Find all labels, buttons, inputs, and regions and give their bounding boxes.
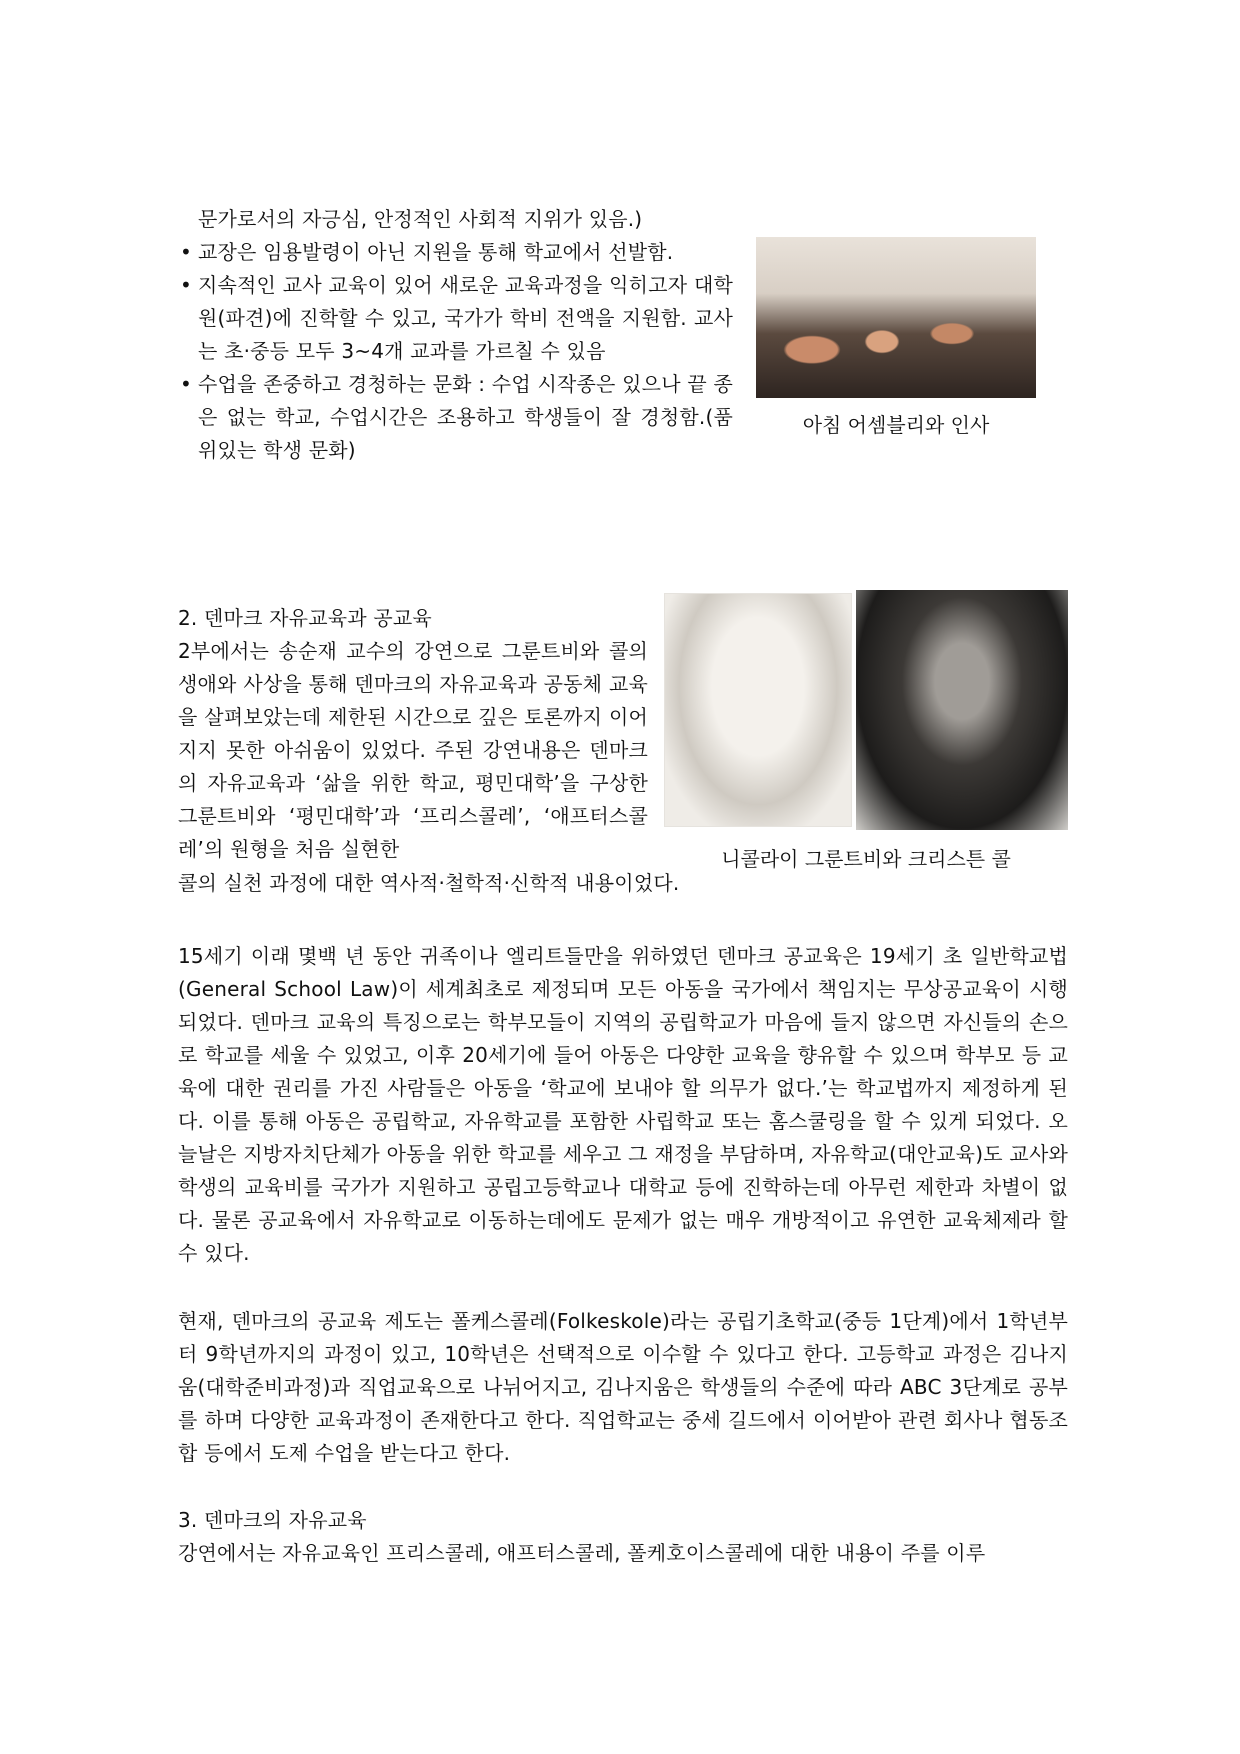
section3-paragraph: 강연에서는 자유교육인 프리스콜레, 애프터스콜레, 폴케호이스콜레에 대한 내용이 주를 이루 [178, 1541, 986, 1565]
section2-intro [178, 602, 648, 866]
assembly-photo [756, 237, 1036, 398]
paragraph-current-system: 현재, 덴마크의 공교육 제도는 폴케스콜레(Folkeskole)라는 공립기초학교(중등 1단계)에서 1학년부터 9학년까지의 과정이 있고, 10학년은 선택적으로 이수할 수 있다고 한다. 고등학교 과정은 김나지움(대학준비과정)과 직업교육으로 나뉘어지고, 김나지움은 학생들의 수준에 따라 ABC 3단계로 공부를 하며 다양한 교육과정이 존재한다고 한다. 직업학교는 중세 길드에서 이어받아 관련 회사나 협동조합 등에서 도제 수업을 받는다고 한다. [178, 1309, 1068, 1465]
assembly-photo-caption: 아침 어셈블리와 인사 [802, 413, 990, 437]
section2-intro-last-line: 콜의 실천 과정에 대한 역사적·철학적·신학적 내용이었다. [178, 871, 680, 895]
bullet-item: • 교장은 임용발령이 아닌 지원을 통해 학교에서 선발함. [180, 236, 733, 269]
portraits-caption: 니콜라이 그룬트비와 크리스튼 콜 [721, 847, 1011, 871]
grundtvig-portrait [664, 593, 852, 827]
section3-heading: 3. 덴마크의 자유교육 [178, 1508, 367, 1532]
bullet-continuation: 문가로서의 자긍심, 안정적인 사회적 지위가 있음.) [198, 207, 643, 231]
kold-portrait [856, 590, 1068, 830]
section2-intro-text: 2부에서는 송순재 교수의 강연으로 그룬트비와 콜의 생애와 사상을 통해 덴마크의 자유교육과 공동체 교육을 살펴보았는데 제한된 시간으로 깊은 토론까지 이어지지 못한 아쉬움이 있었다. 주된 강연내용은 덴마크의 자유교육과 ‘삶을 위한 학교, 평민대학’을 구상한 그룬트비와 ‘평민대학’과 ‘프리스콜레’, ‘애프터스콜레’의 원형을 처음 실현한 [178, 639, 648, 861]
section2-heading: 2. 덴마크 자유교육과 공교육 [178, 606, 432, 630]
bullet-item: • 지속적인 교사 교육이 있어 새로운 교육과정을 익히고자 대학원(파견)에 진학할 수 있고, 국가가 학비 전액을 지원함. 교사는 초·중등 모두 3~4개 교과를 가르칠 수 있음 [180, 269, 733, 368]
bullet-item: • 수업을 존중하고 경청하는 문화 : 수업 시작종은 있으나 끝 종은 없는 학교, 수업시간은 조용하고 학생들이 잘 경청함.(품위있는 학생 문화) [180, 368, 733, 467]
section1-bullet-list [180, 203, 733, 467]
paragraph-public-education-history: 15세기 이래 몇백 년 동안 귀족이나 엘리트들만을 위하였던 덴마크 공교육은 19세기 초 일반학교법(General School Law)이 세계최초로 제정되며 모든 아동을 국가에서 책임지는 무상공교육이 시행되었다. 덴마크 교육의 특징으로는 학부모들이 지역의 공립학교가 마음에 들지 않으면 자신들의 손으로 학교를 세울 수 있었고, 이후 20세기에 들어 아동은 다양한 교육을 향유할 수 있으며 학부모 등 교육에 대한 권리를 가진 사람들은 아동을 ‘학교에 보내야 할 의무가 없다.’는 학교법까지 제정하게 된다. 이를 통해 아동은 공립학교, 자유학교를 포함한 사립학교 또는 홈스쿨링을 할 수 있게 되었다. 오늘날은 지방자치단체가 아동을 위한 학교를 세우고 그 재정을 부담하며, 자유학교(대안교육)도 교사와 학생의 교육비를 국가가 지원하고 공립고등학교나 대학교 등에 진학하는데 아무런 제한과 차별이 없다. 물론 공교육에서 자유학교로 이동하는데에도 문제가 없는 매우 개방적이고 유연한 교육체제라 할 수 있다. [178, 944, 1068, 1265]
